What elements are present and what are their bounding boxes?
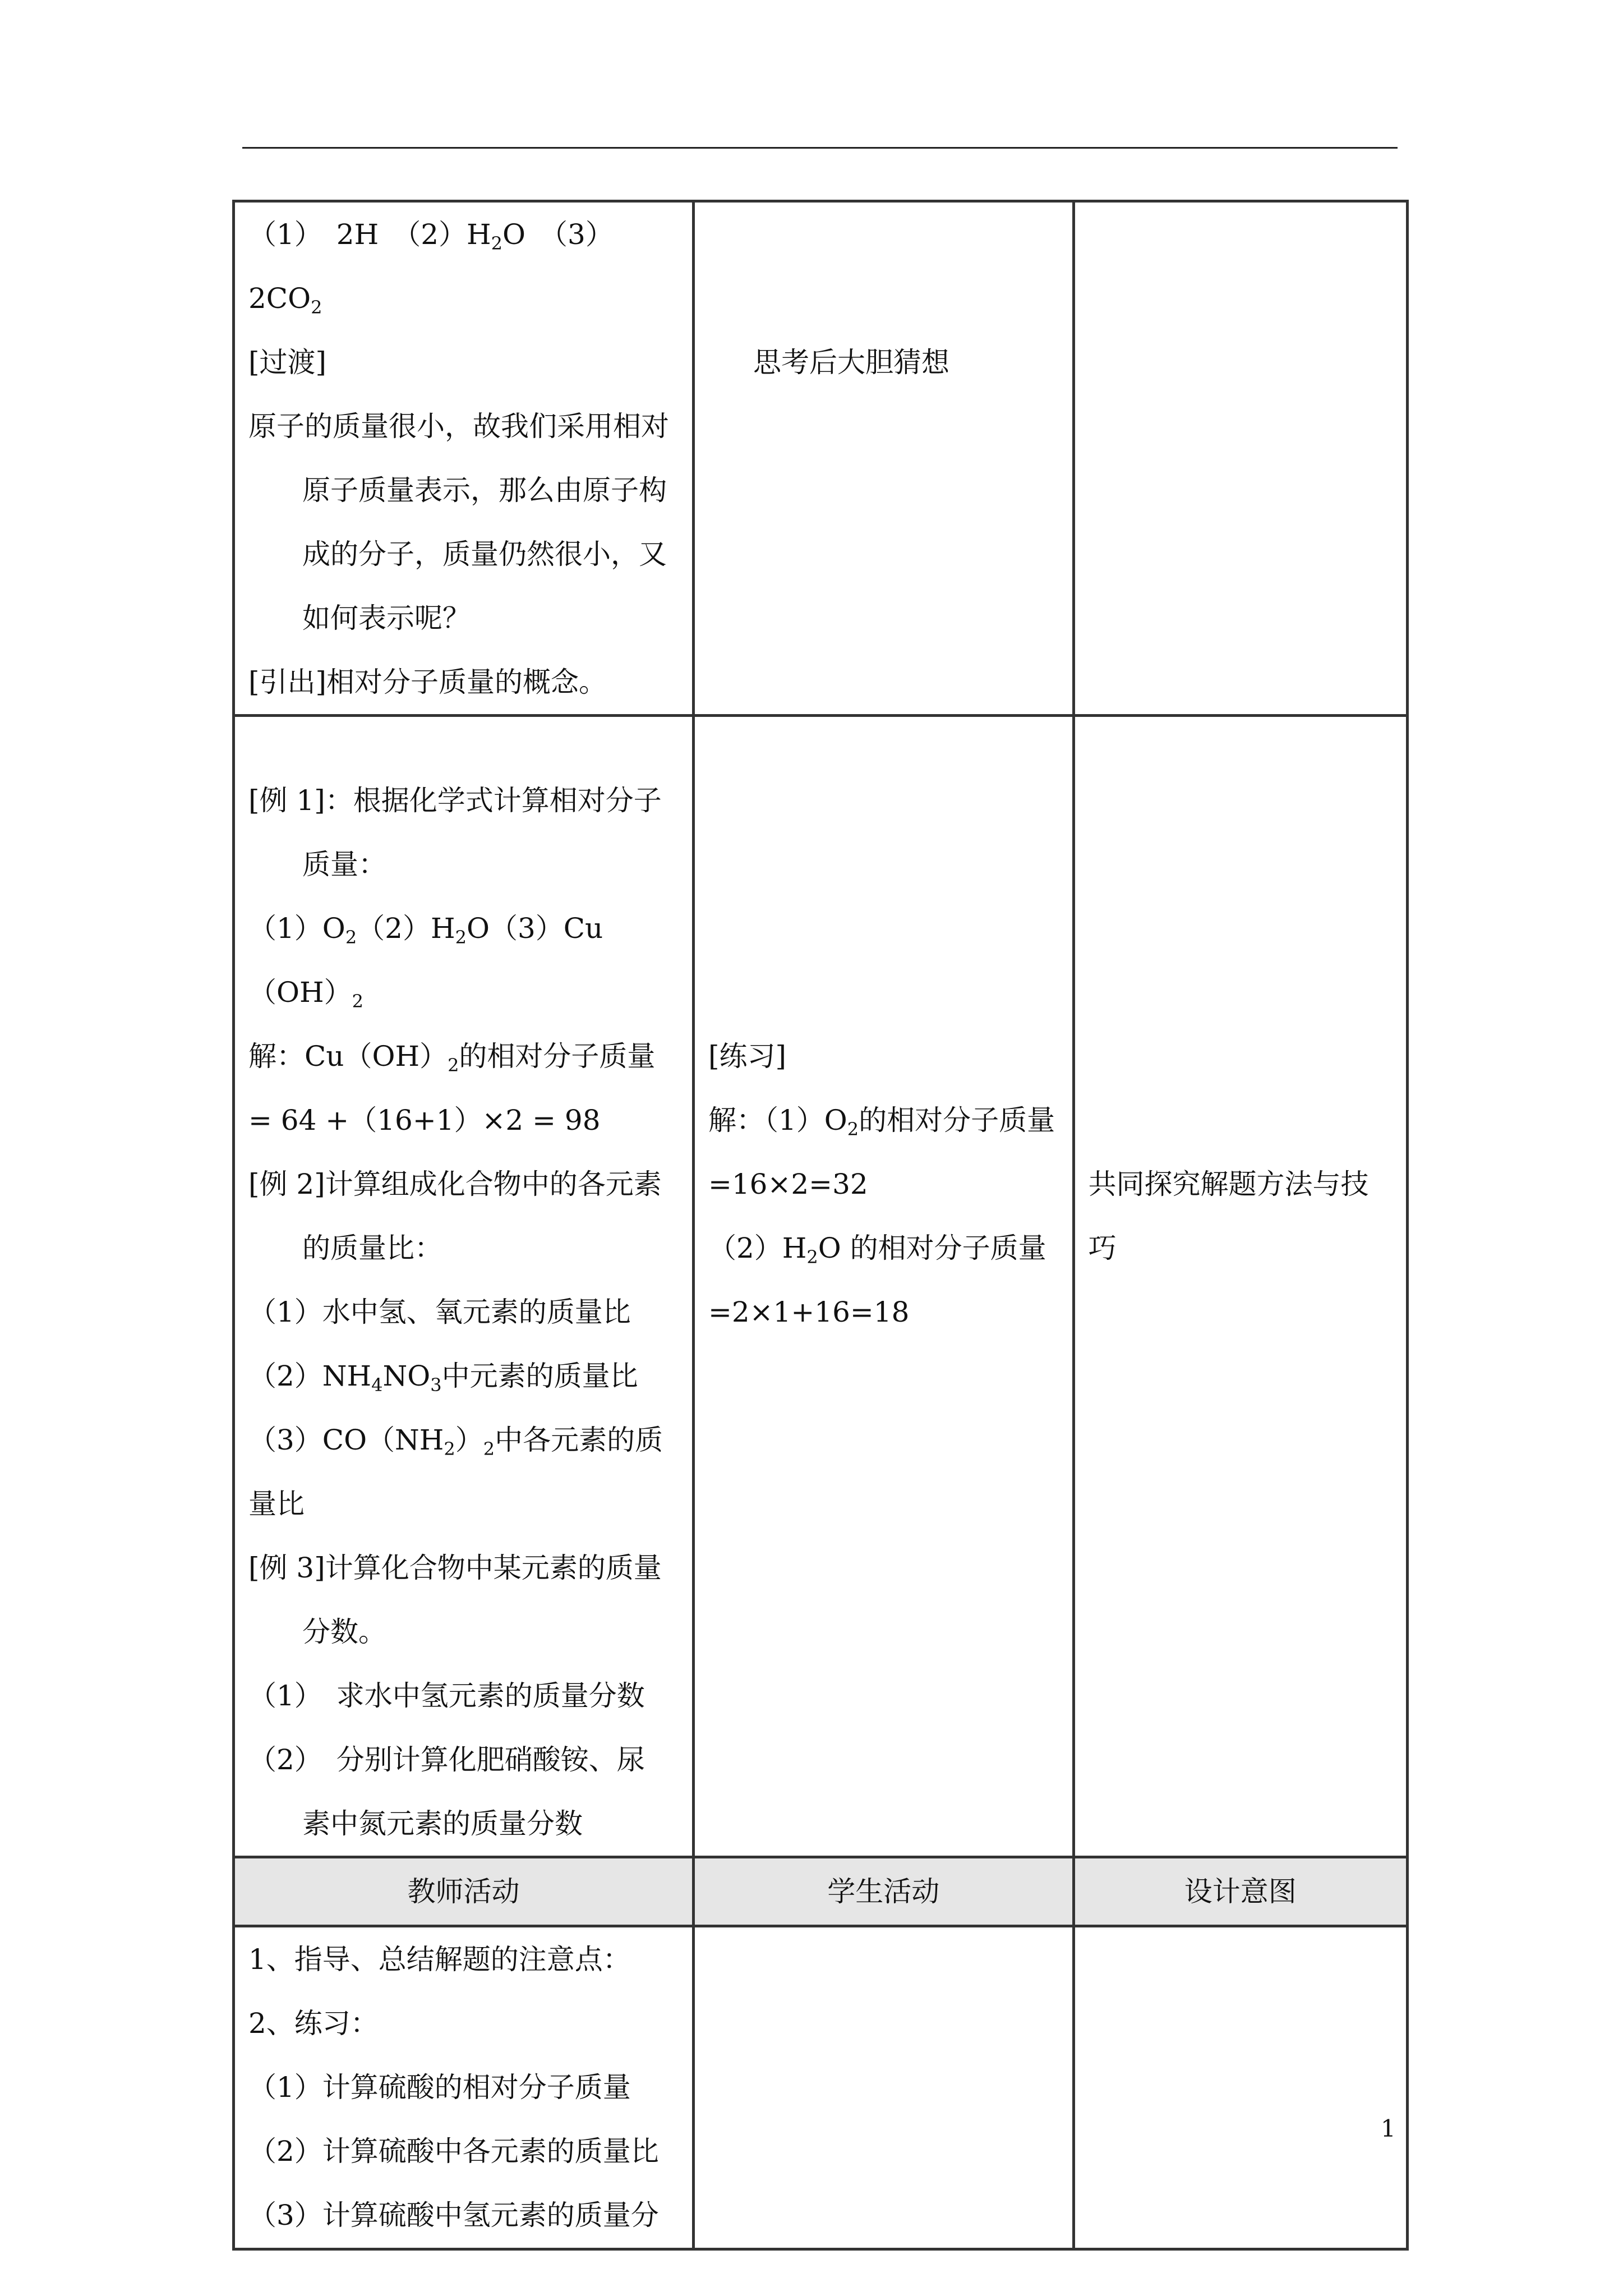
example-1-items: $(1)O_2(2)H_2O(3)Cu(OH)_2$ bbox=[248, 912, 603, 1012]
solution-line: 解：$Cu(OH)_2$的相对分子质量 bbox=[248, 1040, 656, 1076]
table-row bbox=[234, 716, 1408, 1857]
student-guess-text: 思考后大胆猜想 bbox=[753, 346, 949, 379]
practice-label: [练习] bbox=[708, 1040, 786, 1073]
page-number: 1 bbox=[1381, 2115, 1396, 2142]
table-row bbox=[234, 1926, 1408, 2249]
header-student-activity: 学生活动 bbox=[693, 1857, 1073, 1926]
solution-calc: = 64 +（16+1）×2 = 98 bbox=[248, 1104, 601, 1137]
table-header-row bbox=[234, 1857, 1408, 1926]
table-row bbox=[234, 201, 1408, 716]
teacher-activity-cell: 1、指导、总结解题的注意点： 2、练习： （1）计算硫酸的相对分子质量 （2）计算硫酸中各元素的质量比 （3）计算硫酸中氢元素的质量分 bbox=[234, 1926, 694, 2249]
design-intent-cell bbox=[1073, 201, 1407, 716]
header-rule bbox=[242, 147, 1398, 149]
teacher-activity-cell: （1） 2H $(2)H_2O$ $(3)2CO_2$ [过渡] 原子的质量很小，故我们采用相对 原子质量表示，那么由原子构 成的分子，质量仍然很小，又 如何表示呢？ [引出]相对分子质量的概念。 bbox=[234, 201, 694, 716]
student-activity-cell bbox=[693, 201, 1073, 716]
intro-text: [引出]相对分子质量的概念。 bbox=[248, 666, 607, 698]
header-design-intent: 设计意图 bbox=[1073, 1857, 1407, 1926]
example-1-title: [例 1]：根据化学式计算相对分子 bbox=[248, 784, 662, 817]
design-intent-cell bbox=[1073, 1926, 1407, 2249]
design-intent-cell bbox=[1073, 716, 1407, 1857]
teacher-activity-cell: [例 1]：根据化学式计算相对分子 质量： $(1)O_2(2)H_2O(3)Cu(OH)_2$ 解：$Cu(OH)_2$的相对分子质量 = 64 +（16+1）×2 = 98 [例 2]计算组成化合物中的各元素 的质量比： （1）水中氢、氧元素的质量比 $(2)NH_4NO_3$中元素的质量比 $(3)CO(NH_2)_2$中各元素的质量比 [例 3]计算化合物中某元素的质量 分数。 （1） 求水中氢元素的质量分数 （2） 分别计算化肥硝酸铵、尿 素中氮元素的质量分数 bbox=[234, 716, 694, 1857]
student-activity-cell: [练习] 解：$(1)O_2$的相对分子质量 =16×2=32 $(2)H_2O$ 的相对分子质量 =2×1+16=18 bbox=[693, 716, 1073, 1857]
question-text: 原子的质量很小，故我们采用相对 bbox=[248, 410, 669, 443]
example-2-title: [例 2]计算组成化合物中的各元素 bbox=[248, 1168, 662, 1200]
lesson-plan-table bbox=[232, 200, 1409, 2251]
example-3-title: [例 3]计算化合物中某元素的质量 bbox=[248, 1552, 662, 1584]
student-activity-cell bbox=[693, 1926, 1073, 2249]
design-intent-text: 共同探究解题方法与技巧 bbox=[1088, 1168, 1369, 1264]
header-teacher-activity: 教师活动 bbox=[234, 1857, 694, 1926]
transition-label: [过渡] bbox=[248, 346, 327, 379]
formula-line: （1） 2H $(2)H_2O$ $(3)2CO_2$ bbox=[248, 218, 614, 318]
